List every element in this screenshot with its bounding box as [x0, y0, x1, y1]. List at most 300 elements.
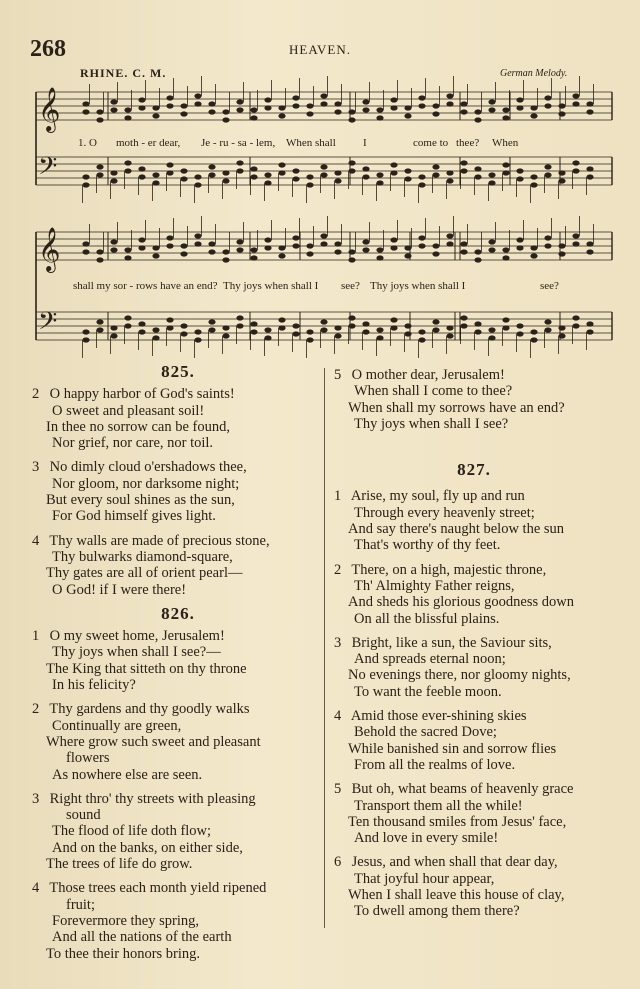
note-head — [544, 164, 551, 169]
note-head — [390, 237, 397, 242]
note-head — [306, 251, 313, 256]
note-head — [292, 168, 299, 173]
note-head — [236, 247, 243, 252]
note-head — [208, 101, 215, 106]
verse-line: Behold the sacred Dove; — [354, 724, 497, 741]
note-head — [488, 180, 495, 185]
note-head — [488, 239, 495, 244]
verse-text: Thy gardens and thy goodly walks — [46, 701, 250, 718]
note-head — [348, 109, 355, 114]
note-head — [460, 109, 467, 114]
note-head — [110, 239, 117, 244]
stanza — [32, 386, 324, 451]
note-head — [362, 99, 369, 104]
note-head — [558, 111, 565, 116]
hymn-number: 827. — [457, 460, 491, 480]
verse-line: When I shall leave this house of clay, — [348, 887, 565, 904]
note-head — [110, 99, 117, 104]
note-head — [376, 180, 383, 185]
note-head — [166, 162, 173, 167]
note-head — [348, 117, 355, 122]
note-head — [432, 172, 439, 177]
verse-line: Through every heavenly street; — [354, 504, 535, 521]
note-head — [208, 319, 215, 324]
note-head — [194, 329, 201, 334]
note-head — [306, 174, 313, 179]
verse-line: And all the nations of the earth — [52, 929, 232, 946]
note-head — [572, 160, 579, 165]
note-head — [250, 174, 257, 179]
lyric-syllable: When — [492, 137, 519, 149]
note-head — [222, 333, 229, 338]
note-head — [320, 327, 327, 332]
note-head — [502, 115, 509, 120]
note-head — [586, 166, 593, 171]
note-head — [348, 315, 355, 320]
note-head — [180, 103, 187, 108]
verse-line: Thy bulwarks diamond-square, — [52, 548, 233, 565]
stanza-number: 5 — [334, 367, 342, 383]
stanza — [32, 701, 324, 782]
note-head — [446, 93, 453, 98]
note-head — [96, 249, 103, 254]
note-head — [110, 107, 117, 112]
verse-text: Bright, like a sun, the Saviour sits, — [348, 634, 552, 651]
note-head — [222, 117, 229, 122]
note-head — [544, 172, 551, 177]
note-head — [460, 249, 467, 254]
note-head — [362, 107, 369, 112]
verse-line — [334, 708, 614, 724]
note-head — [376, 327, 383, 332]
note-head — [404, 323, 411, 328]
lyric-syllable: Thy joys when shall I — [370, 280, 466, 292]
note-head — [320, 101, 327, 106]
note-head — [110, 333, 117, 338]
note-head — [418, 182, 425, 187]
verse-line: When shall my sorrows have an end? — [348, 399, 565, 416]
verse-line — [32, 628, 324, 644]
note-head — [418, 174, 425, 179]
note-head — [250, 255, 257, 260]
note-head — [138, 166, 145, 171]
note-head — [124, 323, 131, 328]
note-head — [544, 95, 551, 100]
composer: German Melody. — [500, 68, 568, 79]
note-head — [460, 315, 467, 320]
lyric-syllable: Thy joys when shall I — [223, 280, 319, 292]
note-head — [516, 237, 523, 242]
hymn-826 — [32, 628, 324, 962]
hymn-825 — [32, 386, 324, 598]
note-head — [152, 113, 159, 118]
note-head — [194, 233, 201, 238]
note-head — [124, 115, 131, 120]
note-head — [502, 170, 509, 175]
note-head — [236, 168, 243, 173]
stanza — [32, 628, 324, 693]
note-head — [292, 323, 299, 328]
music-score — [0, 0, 640, 370]
note-head — [124, 247, 131, 252]
verse-line: That's worthy of thy feet. — [354, 537, 501, 554]
note-head — [516, 105, 523, 110]
note-head — [432, 111, 439, 116]
verse-line: In thee no sorrow can be found, — [46, 418, 231, 435]
note-head — [432, 251, 439, 256]
note-head — [474, 329, 481, 334]
note-head — [236, 315, 243, 320]
note-head — [558, 333, 565, 338]
note-head — [586, 329, 593, 334]
note-head — [264, 105, 271, 110]
note-head — [530, 182, 537, 187]
verse-line — [32, 386, 324, 402]
verse-line: O God! if I were there! — [52, 581, 187, 598]
note-head — [180, 168, 187, 173]
verse-text: Amid those ever-shining skies — [348, 708, 527, 725]
note-head — [180, 331, 187, 336]
note-head — [152, 180, 159, 185]
note-head — [110, 178, 117, 183]
note-head — [208, 164, 215, 169]
note-head — [82, 249, 89, 254]
verse-line: No evenings there, nor gloomy nights, — [348, 667, 571, 684]
note-head — [404, 331, 411, 336]
verse-text: Jesus, and when shall that dear day, — [348, 854, 558, 871]
stanza-number: 1 — [32, 628, 40, 645]
lyric-syllable: 1. O — [78, 137, 97, 149]
note-head — [278, 105, 285, 110]
stanza-number: 4 — [32, 880, 40, 897]
bass-clef-icon: 𝄢 — [38, 307, 58, 342]
note-head — [530, 174, 537, 179]
lyric-syllable: Je - ru - sa - lem, — [201, 137, 276, 149]
note-head — [166, 235, 173, 240]
verse-text: O mother dear, Jerusalem! — [348, 367, 505, 383]
stanza-number: 4 — [334, 708, 342, 725]
note-head — [208, 249, 215, 254]
verse-line: To dwell among them there? — [354, 903, 520, 920]
note-head — [264, 97, 271, 102]
note-head — [138, 329, 145, 334]
note-head — [362, 174, 369, 179]
stanza-number: 3 — [32, 790, 40, 807]
note-head — [446, 241, 453, 246]
verse-line: But every soul shines as the sun, — [46, 492, 235, 509]
verse-line: Transport them all the while! — [354, 797, 523, 814]
note-head — [334, 325, 341, 330]
note-head — [404, 105, 411, 110]
note-head — [278, 245, 285, 250]
note-head — [306, 111, 313, 116]
verse-line: And say there's naught below the sun — [348, 521, 565, 538]
note-head — [222, 325, 229, 330]
note-head — [320, 241, 327, 246]
note-head — [334, 101, 341, 106]
note-head — [82, 337, 89, 342]
note-head — [432, 319, 439, 324]
note-head — [152, 253, 159, 258]
note-head — [446, 170, 453, 175]
note-head — [208, 241, 215, 246]
note-head — [264, 245, 271, 250]
verse-line — [334, 367, 614, 383]
verse-line: And love in every smile! — [354, 830, 499, 847]
note-head — [586, 241, 593, 246]
note-head — [376, 255, 383, 260]
bass-clef-icon: 𝄢 — [38, 152, 58, 187]
stanza — [32, 459, 324, 524]
note-head — [166, 243, 173, 248]
note-head — [264, 172, 271, 177]
verse-line: As nowhere else are seen. — [52, 766, 203, 783]
verse-line: flowers — [66, 750, 110, 767]
note-head — [292, 103, 299, 108]
verse-line: Nor grief, nor care, nor toil. — [52, 435, 214, 452]
note-head — [278, 170, 285, 175]
note-head — [306, 337, 313, 342]
note-head — [586, 249, 593, 254]
note-head — [250, 115, 257, 120]
note-head — [432, 327, 439, 332]
note-head — [250, 329, 257, 334]
note-head — [446, 333, 453, 338]
note-head — [306, 182, 313, 187]
note-head — [222, 109, 229, 114]
note-head — [278, 325, 285, 330]
note-head — [292, 176, 299, 181]
verse-line: Forevermore they spring, — [52, 912, 199, 929]
note-head — [334, 241, 341, 246]
note-head — [460, 241, 467, 246]
note-head — [166, 103, 173, 108]
note-head — [194, 174, 201, 179]
note-head — [460, 160, 467, 165]
verse-text: Those trees each month yield ripened — [46, 880, 267, 897]
note-head — [502, 247, 509, 252]
lyric-syllable: come to — [413, 137, 449, 149]
note-head — [530, 253, 537, 258]
note-head — [82, 109, 89, 114]
note-head — [488, 172, 495, 177]
note-head — [572, 315, 579, 320]
note-head — [530, 105, 537, 110]
note-head — [320, 93, 327, 98]
lyric-syllable: When shall — [286, 137, 336, 149]
note-head — [348, 160, 355, 165]
note-head — [418, 243, 425, 248]
verse-line: sound — [66, 807, 101, 824]
note-head — [446, 101, 453, 106]
stanza-number: 2 — [32, 701, 40, 718]
note-head — [236, 107, 243, 112]
verse-line: fruit; — [66, 896, 95, 913]
note-head — [390, 97, 397, 102]
note-head — [222, 178, 229, 183]
note-head — [446, 233, 453, 238]
note-head — [516, 245, 523, 250]
note-head — [278, 253, 285, 258]
note-head — [194, 337, 201, 342]
note-head — [152, 335, 159, 340]
note-head — [194, 93, 201, 98]
verse-line — [334, 854, 614, 870]
note-head — [124, 255, 131, 260]
note-head — [362, 239, 369, 244]
note-head — [180, 243, 187, 248]
note-head — [474, 249, 481, 254]
verse-line: O sweet and pleasant soil! — [52, 402, 205, 419]
note-head — [320, 172, 327, 177]
stanza-number: 3 — [32, 459, 40, 476]
stanza — [334, 562, 614, 627]
left-column — [32, 360, 324, 970]
verse-line: And spreads eternal noon; — [354, 651, 506, 668]
note-head — [558, 170, 565, 175]
verse-text: Thy walls are made of precious stone, — [46, 532, 270, 549]
hymn-827 — [334, 488, 614, 919]
note-head — [110, 325, 117, 330]
note-head — [194, 101, 201, 106]
verse-line: For God himself gives light. — [52, 508, 216, 525]
note-head — [222, 257, 229, 262]
stanza — [32, 791, 324, 872]
note-head — [544, 327, 551, 332]
note-head — [334, 178, 341, 183]
note-head — [488, 99, 495, 104]
note-head — [348, 257, 355, 262]
note-head — [236, 323, 243, 328]
note-head — [544, 235, 551, 240]
note-head — [180, 176, 187, 181]
page-number: 268 — [30, 36, 66, 62]
note-head — [264, 237, 271, 242]
note-head — [292, 95, 299, 100]
note-head — [82, 101, 89, 106]
stanza — [334, 635, 614, 700]
verse-line — [334, 781, 614, 797]
stanza — [334, 488, 614, 553]
note-head — [390, 170, 397, 175]
note-head — [82, 329, 89, 334]
note-head — [586, 174, 593, 179]
stanza — [32, 880, 324, 961]
note-head — [138, 321, 145, 326]
note-head — [404, 245, 411, 250]
verse-text: O happy harbor of God's saints! — [46, 386, 235, 403]
verse-text: There, on a high, majestic throne, — [348, 561, 547, 578]
note-head — [278, 162, 285, 167]
note-head — [516, 331, 523, 336]
verse-line — [32, 459, 324, 475]
note-head — [208, 172, 215, 177]
note-head — [418, 103, 425, 108]
note-head — [348, 323, 355, 328]
note-head — [362, 329, 369, 334]
verse-line — [32, 880, 324, 896]
verse-line: That joyful hour appear, — [354, 870, 495, 887]
note-head — [502, 162, 509, 167]
note-head — [278, 317, 285, 322]
note-head — [404, 253, 411, 258]
note-head — [278, 113, 285, 118]
note-head — [404, 176, 411, 181]
note-head — [488, 107, 495, 112]
treble-clef-icon: 𝄞 — [38, 227, 61, 271]
note-head — [152, 245, 159, 250]
note-head — [572, 323, 579, 328]
note-head — [474, 117, 481, 122]
note-head — [194, 182, 201, 187]
note-head — [236, 239, 243, 244]
verse-text: No dimly cloud o'ershadows thee, — [46, 459, 247, 476]
verse-line: When shall I come to thee? — [354, 383, 513, 400]
note-head — [82, 241, 89, 246]
verse-line: Continually are green, — [52, 717, 182, 734]
note-head — [488, 247, 495, 252]
verse-line: The King that sitteth on thy throne — [46, 660, 247, 677]
note-head — [418, 337, 425, 342]
note-head — [96, 327, 103, 332]
stanza — [334, 367, 614, 432]
verse-line: From all the realms of love. — [354, 756, 516, 773]
verse-line — [334, 635, 614, 651]
stanza-number: 6 — [334, 854, 342, 871]
verse-line: The trees of life do grow. — [46, 856, 193, 873]
note-head — [516, 97, 523, 102]
note-head — [474, 166, 481, 171]
note-head — [250, 166, 257, 171]
note-head — [432, 243, 439, 248]
stanza — [32, 533, 324, 598]
verse-line — [32, 791, 324, 807]
note-head — [558, 251, 565, 256]
note-head — [376, 247, 383, 252]
note-head — [96, 257, 103, 262]
note-head — [586, 101, 593, 106]
note-head — [516, 176, 523, 181]
note-head — [544, 103, 551, 108]
verse-line: In his felicity? — [52, 677, 136, 694]
verse-text: Arise, my soul, fly up and run — [348, 488, 525, 505]
lyric-syllable: thee? — [456, 137, 480, 149]
note-head — [236, 160, 243, 165]
note-head — [180, 323, 187, 328]
note-head — [530, 337, 537, 342]
verse-line: To thee their honors bring. — [46, 945, 201, 962]
note-head — [138, 237, 145, 242]
treble-clef-icon: 𝄞 — [38, 87, 61, 131]
note-head — [96, 109, 103, 114]
stanza-number: 2 — [334, 561, 342, 578]
note-head — [348, 249, 355, 254]
verse-line — [334, 562, 614, 578]
note-head — [138, 105, 145, 110]
running-head: HEAVEN. — [288, 42, 351, 57]
note-head — [474, 257, 481, 262]
note-head — [502, 107, 509, 112]
note-head — [516, 323, 523, 328]
right-column — [334, 367, 614, 928]
note-head — [488, 335, 495, 340]
note-head — [586, 321, 593, 326]
note-head — [558, 325, 565, 330]
stanza-number: 5 — [334, 781, 342, 798]
note-head — [250, 107, 257, 112]
lyric-syllable: shall my sor - rows have an end? — [73, 280, 218, 292]
note-head — [292, 235, 299, 240]
